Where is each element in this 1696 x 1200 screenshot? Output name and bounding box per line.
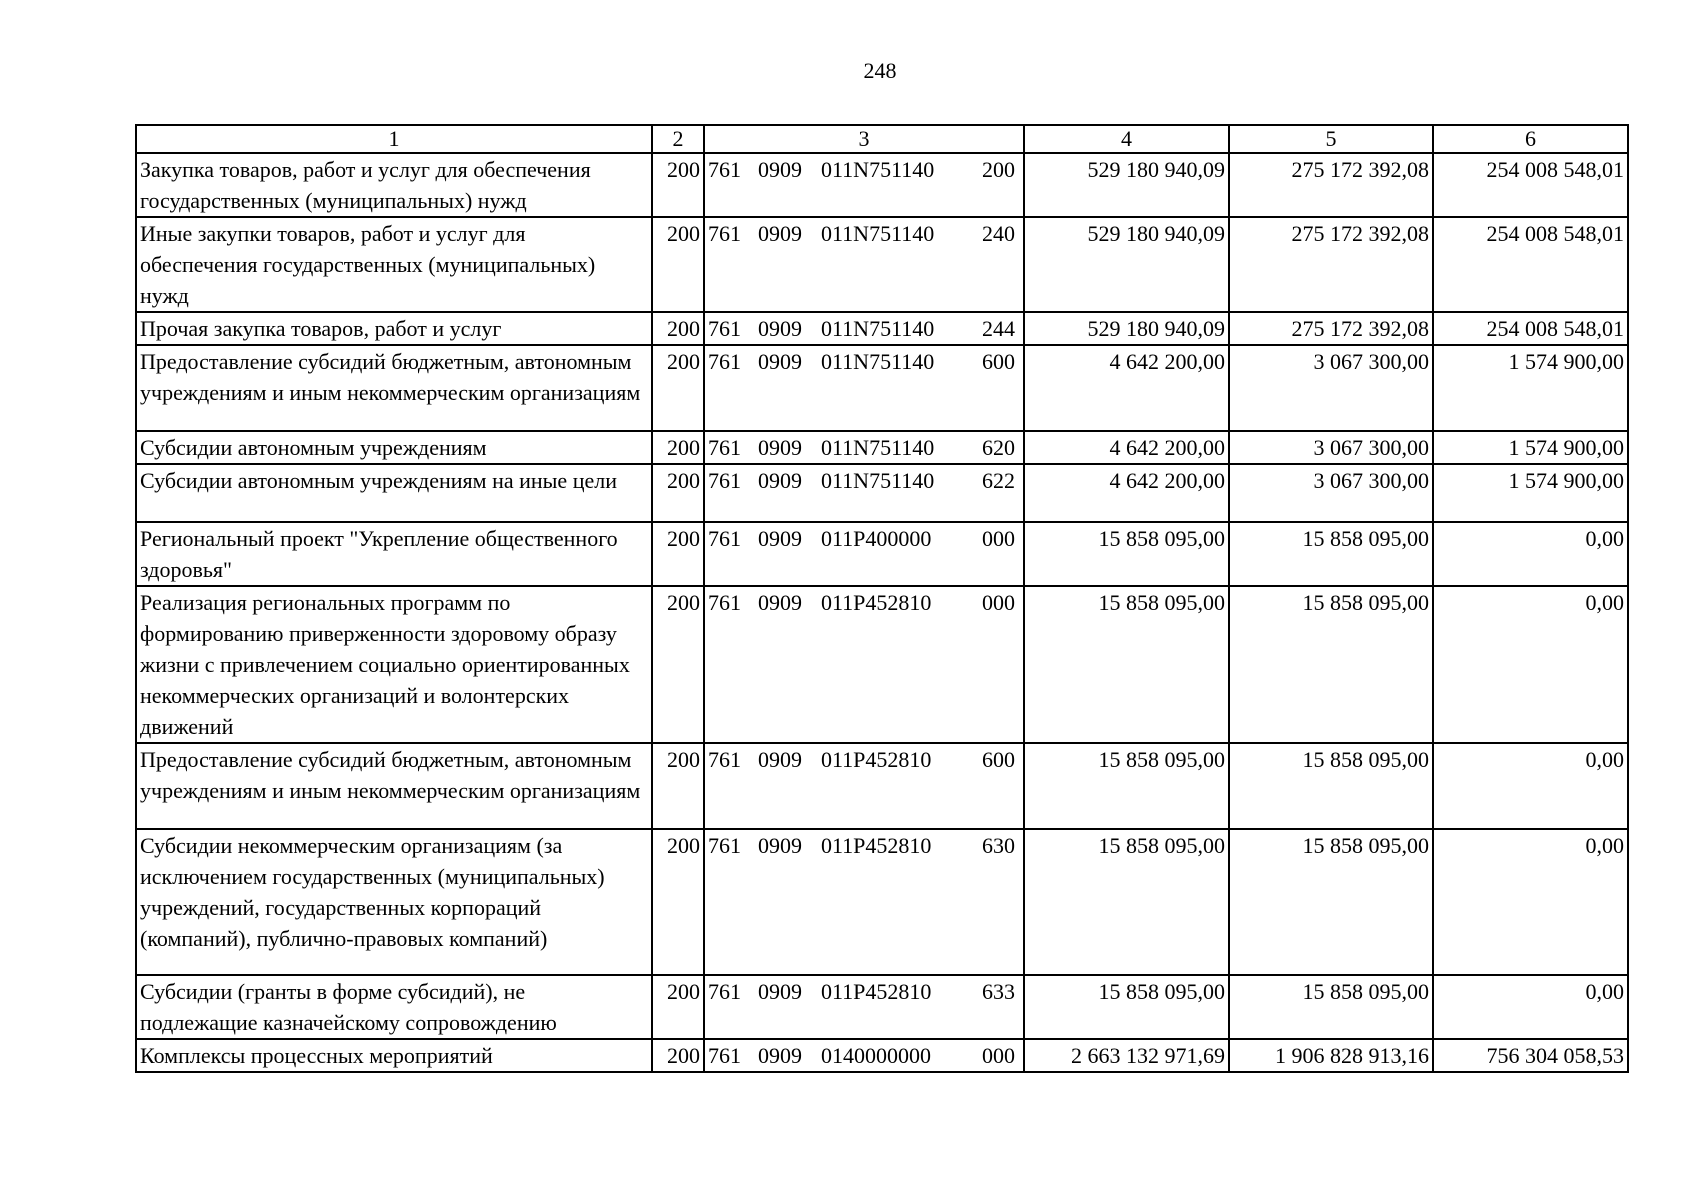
code-section: 0909: [758, 526, 802, 551]
table-row: [136, 217, 1628, 312]
table-row: [136, 153, 1628, 217]
row-amount-5: 15 858 095,00: [1229, 743, 1433, 829]
row-amount-5: 15 858 095,00: [1229, 522, 1433, 586]
row-amount-4: 15 858 095,00: [1024, 522, 1229, 586]
row-code: [704, 464, 1024, 522]
row-code: [704, 153, 1024, 217]
code-target-article: 011N751140: [821, 157, 935, 182]
row-amount-6: 0,00: [1433, 975, 1628, 1039]
row-code: [704, 345, 1024, 431]
row-name: Реализация региональных программ по формированию приверженности здоровому образу жизни с привлечением социально ориентированных некоммерческих организаций и волонтерских движений: [136, 586, 652, 743]
row-col2: 200: [652, 743, 704, 829]
header-col-2: 2: [652, 125, 704, 153]
code-expense-type: 600: [982, 349, 1015, 374]
row-amount-6: 254 008 548,01: [1433, 217, 1628, 312]
table-row: [136, 345, 1628, 431]
code-expense-type: 000: [982, 526, 1015, 551]
row-amount-5: 15 858 095,00: [1229, 975, 1433, 1039]
code-section: 0909: [758, 979, 802, 1004]
table-row: [136, 431, 1628, 464]
code-grbs: 761: [708, 468, 741, 493]
table-row: [136, 743, 1628, 829]
row-name: Субсидии (гранты в форме субсидий), не подлежащие казначейскому сопровождению: [136, 975, 652, 1039]
row-amount-5: 275 172 392,08: [1229, 217, 1433, 312]
row-amount-4: 15 858 095,00: [1024, 586, 1229, 743]
code-grbs: 761: [708, 221, 741, 246]
code-expense-type: 620: [982, 435, 1015, 460]
row-amount-4: 529 180 940,09: [1024, 312, 1229, 345]
row-code: [704, 217, 1024, 312]
row-code: [704, 1039, 1024, 1072]
code-grbs: 761: [708, 979, 741, 1004]
row-amount-5: 275 172 392,08: [1229, 153, 1433, 217]
table-row: [136, 1039, 1628, 1072]
header-col-3: 3: [704, 125, 1024, 153]
row-amount-6: 1 574 900,00: [1433, 464, 1628, 522]
table-header-row: [136, 125, 1628, 153]
row-amount-5: 15 858 095,00: [1229, 586, 1433, 743]
code-grbs: 761: [708, 1043, 741, 1068]
row-col2: 200: [652, 586, 704, 743]
code-section: 0909: [758, 590, 802, 615]
row-amount-6: 0,00: [1433, 522, 1628, 586]
row-amount-5: 3 067 300,00: [1229, 464, 1433, 522]
code-expense-type: 622: [982, 468, 1015, 493]
code-expense-type: 200: [982, 157, 1015, 182]
code-grbs: 761: [708, 833, 741, 858]
row-name: Комплексы процессных мероприятий: [136, 1039, 652, 1072]
row-name: Субсидии некоммерческим организациям (за исключением государственных (муниципальных) учреждений, государственных корпораций (компаний), публично-правовых компаний): [136, 829, 652, 975]
row-amount-4: 529 180 940,09: [1024, 153, 1229, 217]
code-expense-type: 630: [982, 833, 1015, 858]
code-grbs: 761: [708, 747, 741, 772]
code-expense-type: 633: [982, 979, 1015, 1004]
row-amount-5: 1 906 828 913,16: [1229, 1039, 1433, 1072]
row-amount-6: 1 574 900,00: [1433, 431, 1628, 464]
code-target-article: 011N751140: [821, 435, 935, 460]
code-target-article: 011P452810: [821, 979, 932, 1004]
code-target-article: 011N751140: [821, 316, 935, 341]
code-section: 0909: [758, 747, 802, 772]
row-col2: 200: [652, 217, 704, 312]
row-amount-5: 3 067 300,00: [1229, 345, 1433, 431]
row-code: [704, 312, 1024, 345]
row-amount-6: 0,00: [1433, 829, 1628, 975]
row-code: [704, 743, 1024, 829]
row-amount-4: 4 642 200,00: [1024, 431, 1229, 464]
row-amount-5: 3 067 300,00: [1229, 431, 1433, 464]
budget-table: [135, 124, 1629, 1073]
row-code: [704, 522, 1024, 586]
code-expense-type: 000: [982, 590, 1015, 615]
code-expense-type: 240: [982, 221, 1015, 246]
row-amount-4: 529 180 940,09: [1024, 217, 1229, 312]
row-col2: 200: [652, 1039, 704, 1072]
header-col-4: 4: [1024, 125, 1229, 153]
page-number: 248: [863, 58, 897, 83]
table-row: [136, 975, 1628, 1039]
header-col-1: 1: [136, 125, 652, 153]
table-row: [136, 586, 1628, 743]
row-col2: 200: [652, 153, 704, 217]
row-amount-4: 15 858 095,00: [1024, 829, 1229, 975]
row-amount-4: 4 642 200,00: [1024, 464, 1229, 522]
row-amount-6: 0,00: [1433, 743, 1628, 829]
row-col2: 200: [652, 345, 704, 431]
row-code: [704, 829, 1024, 975]
row-amount-4: 4 642 200,00: [1024, 345, 1229, 431]
row-name: Субсидии автономным учреждениям: [136, 431, 652, 464]
row-col2: 200: [652, 829, 704, 975]
row-code: [704, 431, 1024, 464]
row-name: Закупка товаров, работ и услуг для обеспечения государственных (муниципальных) нужд: [136, 153, 652, 217]
row-amount-6: 0,00: [1433, 586, 1628, 743]
row-col2: 200: [652, 522, 704, 586]
table-row: [136, 464, 1628, 522]
row-name: Предоставление субсидий бюджетным, автономным учреждениям и иным некоммерческим организациям: [136, 743, 652, 829]
code-target-article: 011P400000: [821, 526, 932, 551]
row-code: [704, 975, 1024, 1039]
code-target-article: 011N751140: [821, 468, 935, 493]
row-col2: 200: [652, 431, 704, 464]
row-col2: 200: [652, 464, 704, 522]
header-col-5: 5: [1229, 125, 1433, 153]
code-section: 0909: [758, 221, 802, 246]
code-section: 0909: [758, 435, 802, 460]
row-col2: 200: [652, 312, 704, 345]
code-grbs: 761: [708, 157, 741, 182]
row-amount-4: 15 858 095,00: [1024, 975, 1229, 1039]
row-name: Прочая закупка товаров, работ и услуг: [136, 312, 652, 345]
budget-table-body: [136, 125, 1628, 1072]
code-section: 0909: [758, 833, 802, 858]
row-name: Предоставление субсидий бюджетным, автономным учреждениям и иным некоммерческим организациям: [136, 345, 652, 431]
table-row: [136, 312, 1628, 345]
row-code: [704, 586, 1024, 743]
code-target-article: 0140000000: [821, 1043, 931, 1068]
code-target-article: 011P452810: [821, 590, 932, 615]
table-row: [136, 522, 1628, 586]
row-amount-4: 2 663 132 971,69: [1024, 1039, 1229, 1072]
row-amount-5: 15 858 095,00: [1229, 829, 1433, 975]
code-grbs: 761: [708, 435, 741, 460]
code-section: 0909: [758, 468, 802, 493]
row-amount-6: 1 574 900,00: [1433, 345, 1628, 431]
code-grbs: 761: [708, 349, 741, 374]
code-expense-type: 000: [982, 1043, 1015, 1068]
row-amount-6: 756 304 058,53: [1433, 1039, 1628, 1072]
header-col-6: 6: [1433, 125, 1628, 153]
row-col2: 200: [652, 975, 704, 1039]
table-row: [136, 829, 1628, 975]
code-section: 0909: [758, 316, 802, 341]
code-target-article: 011P452810: [821, 833, 932, 858]
code-target-article: 011N751140: [821, 349, 935, 374]
row-name: Иные закупки товаров, работ и услуг для обеспечения государственных (муниципальных) нужд: [136, 217, 652, 312]
row-amount-4: 15 858 095,00: [1024, 743, 1229, 829]
code-expense-type: 244: [982, 316, 1015, 341]
row-amount-5: 275 172 392,08: [1229, 312, 1433, 345]
code-grbs: 761: [708, 590, 741, 615]
row-amount-6: 254 008 548,01: [1433, 312, 1628, 345]
code-target-article: 011N751140: [821, 221, 935, 246]
row-name: Региональный проект "Укрепление общественного здоровья": [136, 522, 652, 586]
row-amount-6: 254 008 548,01: [1433, 153, 1628, 217]
code-section: 0909: [758, 349, 802, 374]
code-grbs: 761: [708, 526, 741, 551]
code-section: 0909: [758, 1043, 802, 1068]
code-target-article: 011P452810: [821, 747, 932, 772]
code-expense-type: 600: [982, 747, 1015, 772]
code-grbs: 761: [708, 316, 741, 341]
row-name: Субсидии автономным учреждениям на иные цели: [136, 464, 652, 522]
code-section: 0909: [758, 157, 802, 182]
